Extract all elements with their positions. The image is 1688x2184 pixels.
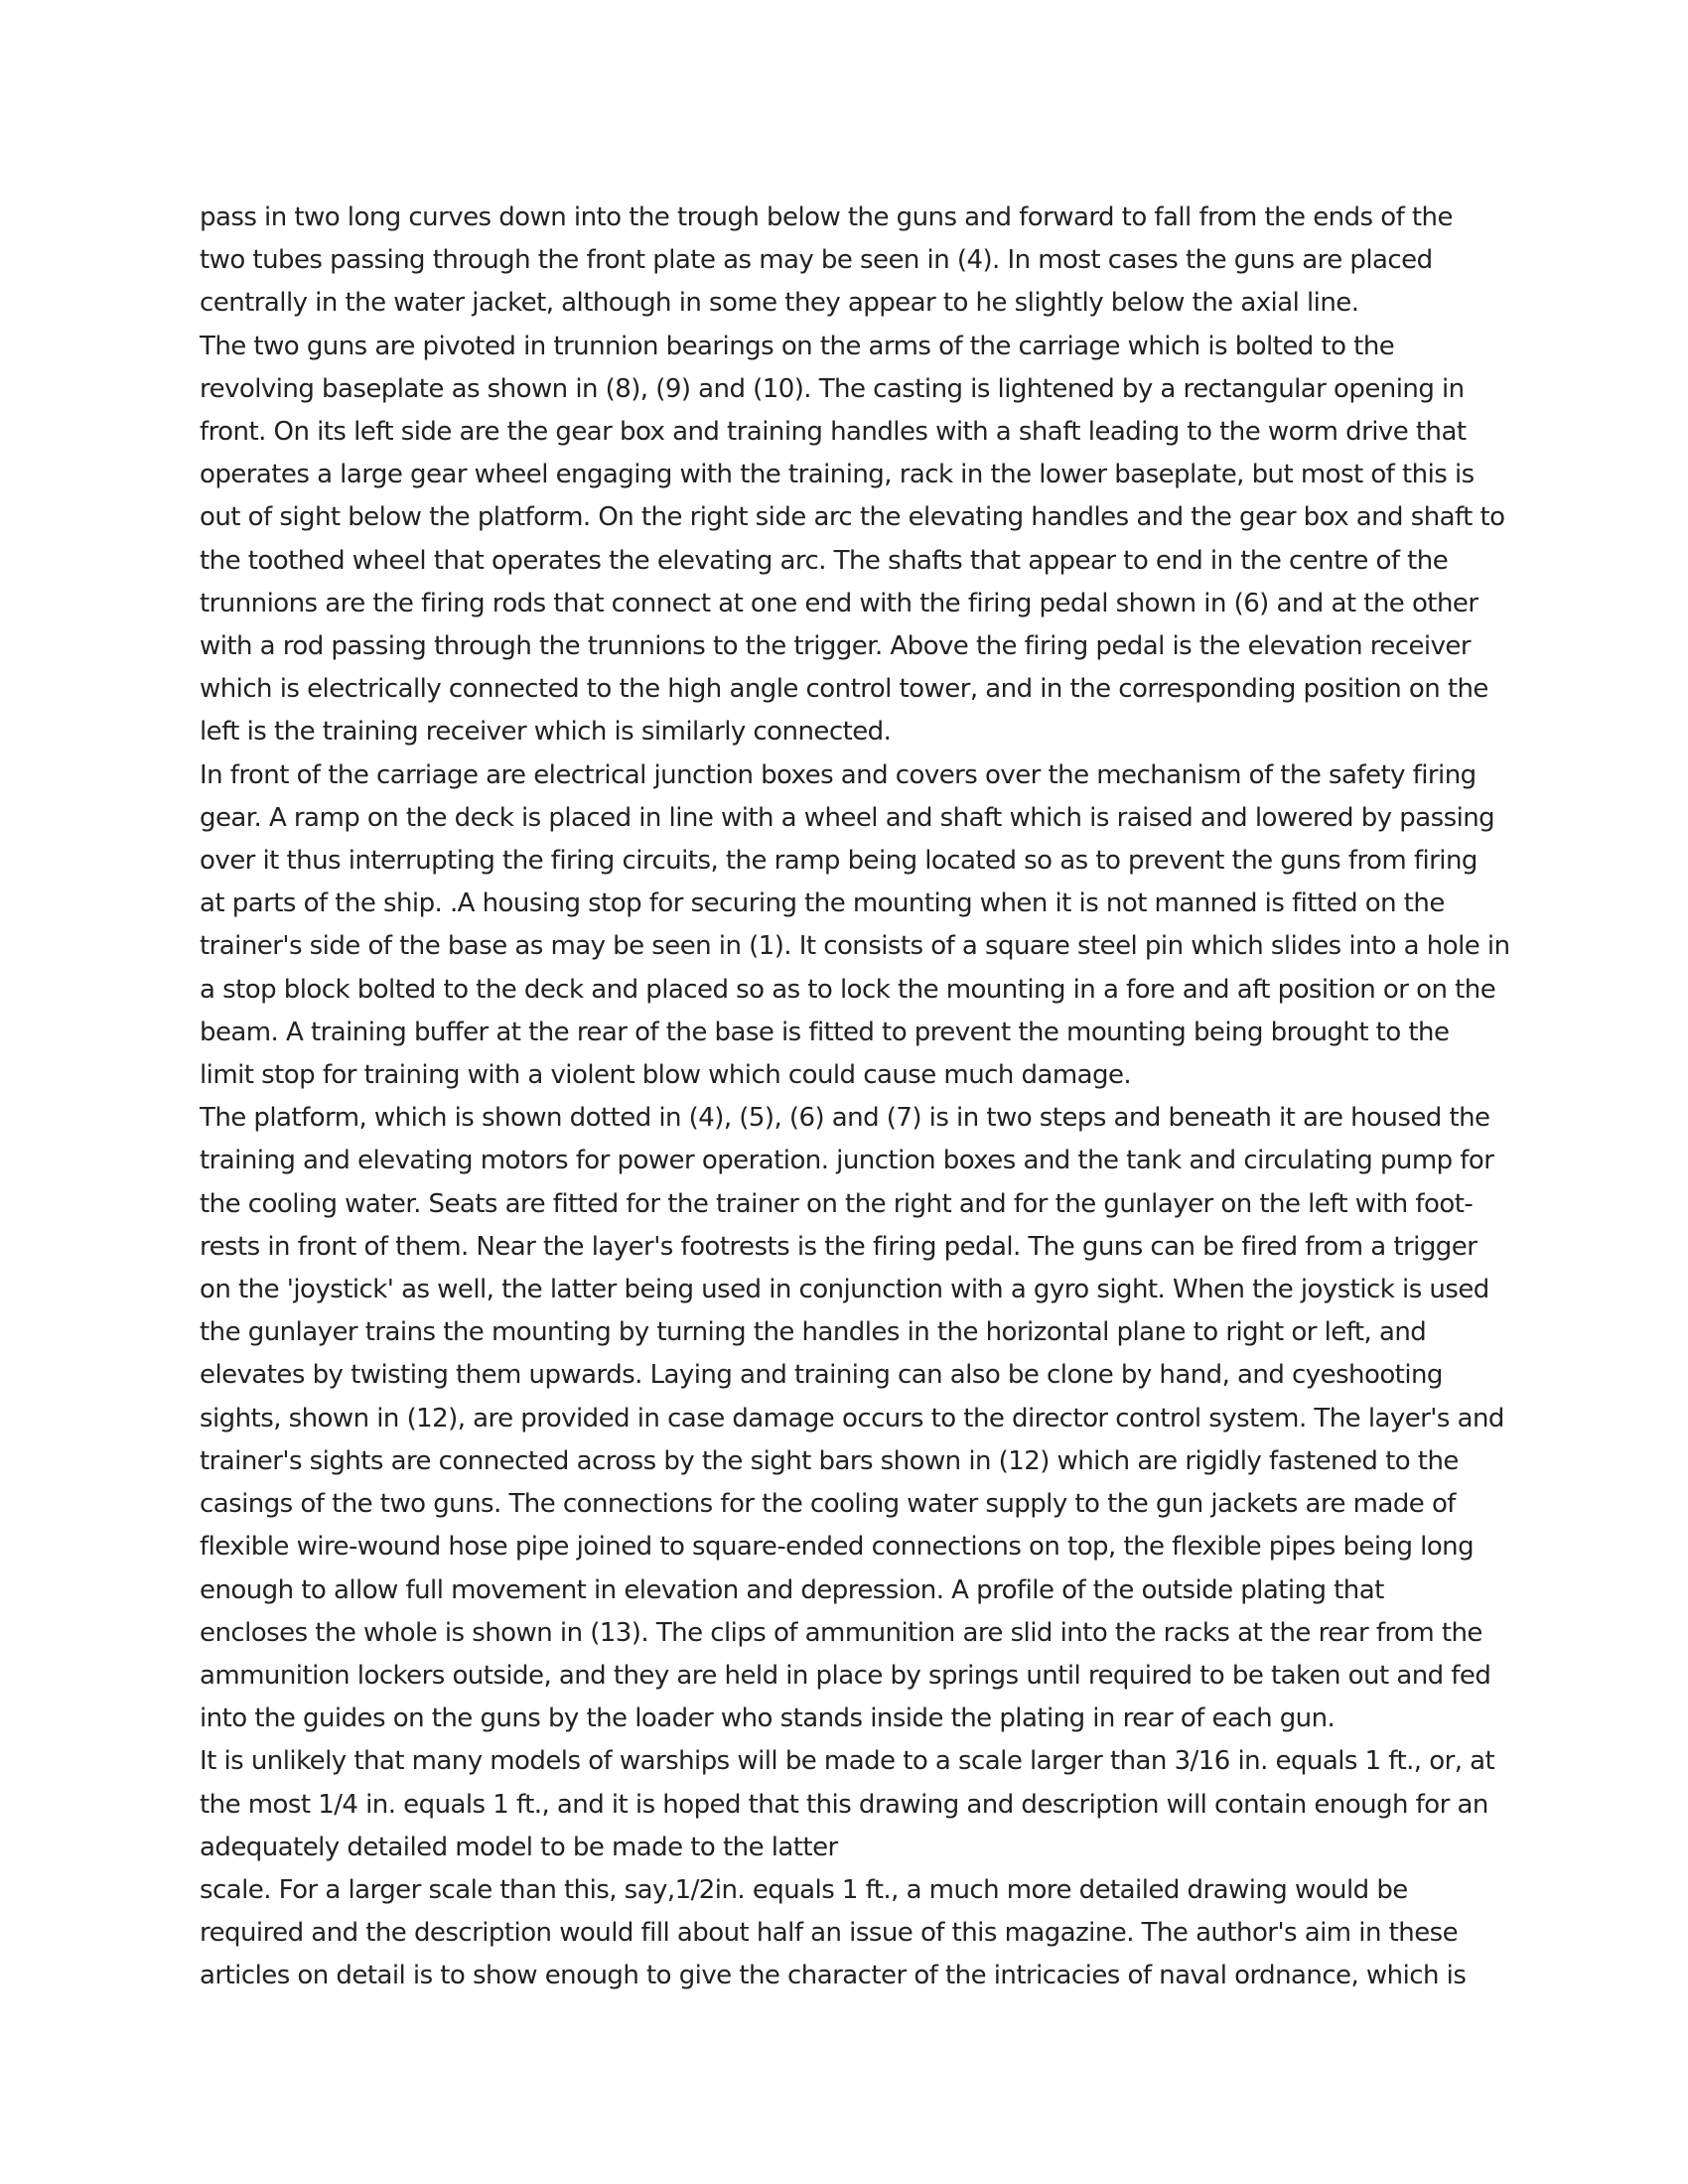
text-line: two tubes passing through the front plate as may be seen in (4). In most cases the guns are placed xyxy=(200,245,1433,276)
text-line: training and elevating motors for power operation. junction boxes and the tank and circulating pump for xyxy=(200,1146,1494,1176)
text-line: rests in front of them. Near the layer's footrests is the firing pedal. The guns can be fired from a trigger xyxy=(200,1231,1477,1262)
text-line: pass in two long curves down into the trough below the guns and forward to fall from the ends of the xyxy=(200,203,1453,232)
text-line: limit stop for training with a violent blow which could cause much damage. xyxy=(200,1060,1132,1091)
text-line: casings of the two guns. The connections for the cooling water supply to the gun jackets are made of xyxy=(200,1489,1456,1520)
text-line: the cooling water. Seats are fitted for the trainer on the right and for the gunlayer on the left with foot- xyxy=(200,1188,1474,1219)
text-line: encloses the whole is shown in (13). The clips of ammunition are slid into the racks at the rear from the xyxy=(200,1617,1482,1648)
text-line: revolving baseplate as shown in (8), (9) and (10). The casting is lightened by a rectangular opening in xyxy=(200,373,1465,404)
text-line: on the 'joystick' as well, the latter being used in conjunction with a gyro sight. When the joystick is used xyxy=(200,1275,1489,1305)
text-line: gear. A ramp on the deck is placed in line with a wheel and shaft which is raised and lowered by passing xyxy=(200,802,1495,833)
text-line: which is electrically connected to the high angle control tower, and in the corresponding position on the xyxy=(200,674,1488,705)
body-text xyxy=(200,197,1510,1998)
text-line: with a rod passing through the trunnions to the trigger. Above the firing pedal is the elevation receiver xyxy=(200,631,1472,662)
text-line: The two guns are pivoted in trunnion bearings on the arms of the carriage which is bolted to the xyxy=(200,331,1395,361)
text-line: enough to allow full movement in elevation and depression. A profile of the outside plating that xyxy=(200,1574,1384,1605)
text-line: at parts of the ship. .A housing stop for securing the mounting when it is not manned is fitted on the xyxy=(200,888,1445,919)
text-line: over it thus interrupting the firing circuits, the ramp being located so as to prevent the guns from firing xyxy=(200,846,1477,877)
text-line: flexible wire-wound hose pipe joined to square-ended connections on top, the flexible pipes being long xyxy=(200,1532,1475,1563)
text-line: articles on detail is to show enough to give the character of the intricacies of naval ordnance, which is xyxy=(200,1961,1467,1991)
text-line: It is unlikely that many models of warships will be made to a scale larger than 3/16 in. equals 1 ft., or, at xyxy=(200,1746,1495,1777)
text-line: into the guides on the guns by the loader who stands inside the plating in rear of each gun. xyxy=(200,1704,1336,1734)
text-line: the toothed wheel that operates the elevating arc. The shafts that appear to end in the centre of the xyxy=(200,545,1449,576)
text-line: a stop block bolted to the deck and placed so as to lock the mounting in a fore and aft position or on the xyxy=(200,974,1496,1005)
text-line: elevates by twisting them upwards. Laying and training can also be clone by hand, and cyeshooting xyxy=(200,1360,1443,1391)
text-line: scale. For a larger scale than this, say,1/2in. equals 1 ft., a much more detailed drawing would be xyxy=(200,1874,1408,1905)
text-line: beam. A training buffer at the rear of the base is fitted to prevent the mounting being brought to the xyxy=(200,1017,1450,1047)
text-line: trunnions are the firing rods that connect at one end with the firing pedal shown in (6) and at the other xyxy=(200,588,1478,618)
text-line: ammunition lockers outside, and they are held in place by springs until required to be taken out and fed xyxy=(200,1660,1491,1691)
text-line: adequately detailed model to be made to the latter xyxy=(200,1832,838,1862)
text-line: trainer's sights are connected across by the sight bars shown in (12) which are rigidly fastened to the xyxy=(200,1445,1459,1476)
text-line: centrally in the water jacket, although in some they appear to he slightly below the axial line. xyxy=(200,288,1359,319)
text-line: sights, shown in (12), are provided in case damage occurs to the director control system. The layer's and xyxy=(200,1403,1504,1433)
text-line: out of sight below the platform. On the right side arc the elevating handles and the gear box and shaft to xyxy=(200,502,1505,533)
text-line: required and the description would fill about half an issue of this magazine. The author's aim in these xyxy=(200,1918,1459,1949)
text-line: front. On its left side are the gear box and training handles with a shaft leading to the worm drive that xyxy=(200,417,1467,448)
text-line: operates a large gear wheel engaging with the training, rack in the lower baseplate, but most of this is xyxy=(200,460,1475,490)
text-line: In front of the carriage are electrical junction boxes and covers over the mechanism of the safety firing xyxy=(200,759,1477,790)
text-line: the most 1/4 in. equals 1 ft., and it is hoped that this drawing and description will contain enough for an xyxy=(200,1789,1488,1820)
text-line: left is the training receiver which is similarly connected. xyxy=(200,717,892,748)
text-line: The platform, which is shown dotted in (4), (5), (6) and (7) is in two steps and beneath it are housed the xyxy=(200,1103,1490,1134)
text-line: the gunlayer trains the mounting by turning the handles in the horizontal plane to right or left, and xyxy=(200,1317,1427,1348)
text-line: trainer's side of the base as may be seen in (1). It consists of a square steel pin which slides into a hole in xyxy=(200,931,1510,962)
